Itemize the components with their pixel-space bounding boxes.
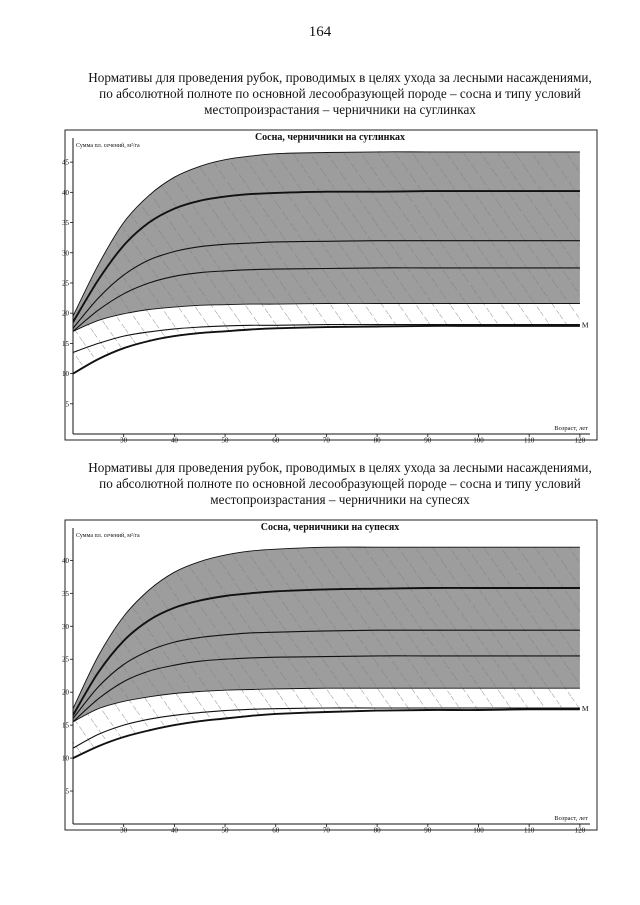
chart-svg xyxy=(0,516,640,836)
y-tick-label: 45 xyxy=(62,158,69,167)
y-tick-label: 10 xyxy=(62,370,69,379)
x-tick-label: 90 xyxy=(424,826,432,835)
x-tick-label: 110 xyxy=(524,826,535,835)
x-tick-label: 40 xyxy=(170,826,178,835)
x-tick-label: 120 xyxy=(574,436,586,445)
y-tick-label: 20 xyxy=(62,309,69,318)
x-tick-label: 110 xyxy=(524,436,535,445)
y-tick-label: 40 xyxy=(62,556,69,565)
x-tick-label: 60 xyxy=(272,826,280,835)
x-tick-label: 100 xyxy=(473,436,484,445)
y-tick-label: 5 xyxy=(65,787,69,796)
x-tick-label: 70 xyxy=(322,436,330,445)
y-tick-label: 35 xyxy=(62,589,69,598)
x-tick-label: 70 xyxy=(322,826,330,835)
y-tick-label: 15 xyxy=(62,339,69,348)
x-tick-label: 40 xyxy=(170,436,178,445)
x-axis-label: Возраст, лет xyxy=(554,815,588,822)
page-number: 164 xyxy=(308,24,332,40)
caption-line: местопроизрастания – черничники на суглинках xyxy=(204,102,476,117)
chart-svg xyxy=(0,126,640,446)
x-axis-label: Возраст, лет xyxy=(554,425,588,432)
chart-supesi xyxy=(0,516,640,836)
chart-suglinki xyxy=(0,126,640,446)
y-tick-label: 40 xyxy=(62,188,69,197)
chart-title: Сосна, черничники на суглинках xyxy=(254,132,406,143)
curve-marker-m: М xyxy=(581,320,589,330)
caption-supesi xyxy=(60,460,620,508)
y-axis-label: Сумма пл. сечений, м²/га xyxy=(76,533,140,539)
x-tick-label: 80 xyxy=(373,436,381,445)
y-axis-label: Сумма пл. сечений, м²/га xyxy=(76,143,140,149)
y-tick-label: 15 xyxy=(62,721,69,730)
caption-line: Нормативы для проведения рубок, проводимых в целях ухода за лесными насаждениями, xyxy=(88,460,592,475)
x-tick-label: 30 xyxy=(120,826,128,835)
x-tick-label: 60 xyxy=(272,436,280,445)
caption-line: местопроизрастания – черничники на супесях xyxy=(210,492,470,507)
x-tick-label: 50 xyxy=(221,826,229,835)
y-tick-label: 25 xyxy=(62,655,69,664)
caption-line: по абсолютной полноте по основной лесообразующей породе – сосна и типу условий xyxy=(99,476,581,491)
y-tick-label: 25 xyxy=(62,279,69,288)
y-tick-label: 20 xyxy=(62,688,69,697)
x-tick-label: 100 xyxy=(473,826,484,835)
chart-title: Сосна, черничники на супесях xyxy=(260,522,400,533)
caption-line: Нормативы для проведения рубок, проводимых в целях ухода за лесными насаждениями, xyxy=(88,70,592,85)
x-tick-label: 30 xyxy=(120,436,128,445)
caption-suglinki xyxy=(60,70,620,118)
y-tick-label: 5 xyxy=(65,400,69,409)
y-tick-label: 35 xyxy=(62,219,69,228)
x-tick-label: 120 xyxy=(574,826,586,835)
curve-marker-m: М xyxy=(581,704,589,713)
y-tick-label: 30 xyxy=(62,622,69,631)
x-tick-label: 80 xyxy=(373,826,381,835)
x-tick-label: 50 xyxy=(221,436,229,445)
y-tick-label: 30 xyxy=(62,249,69,258)
caption-line: по абсолютной полноте по основной лесообразующей породе – сосна и типу условий xyxy=(99,86,581,101)
y-tick-label: 10 xyxy=(62,754,69,763)
x-tick-label: 90 xyxy=(424,436,432,445)
